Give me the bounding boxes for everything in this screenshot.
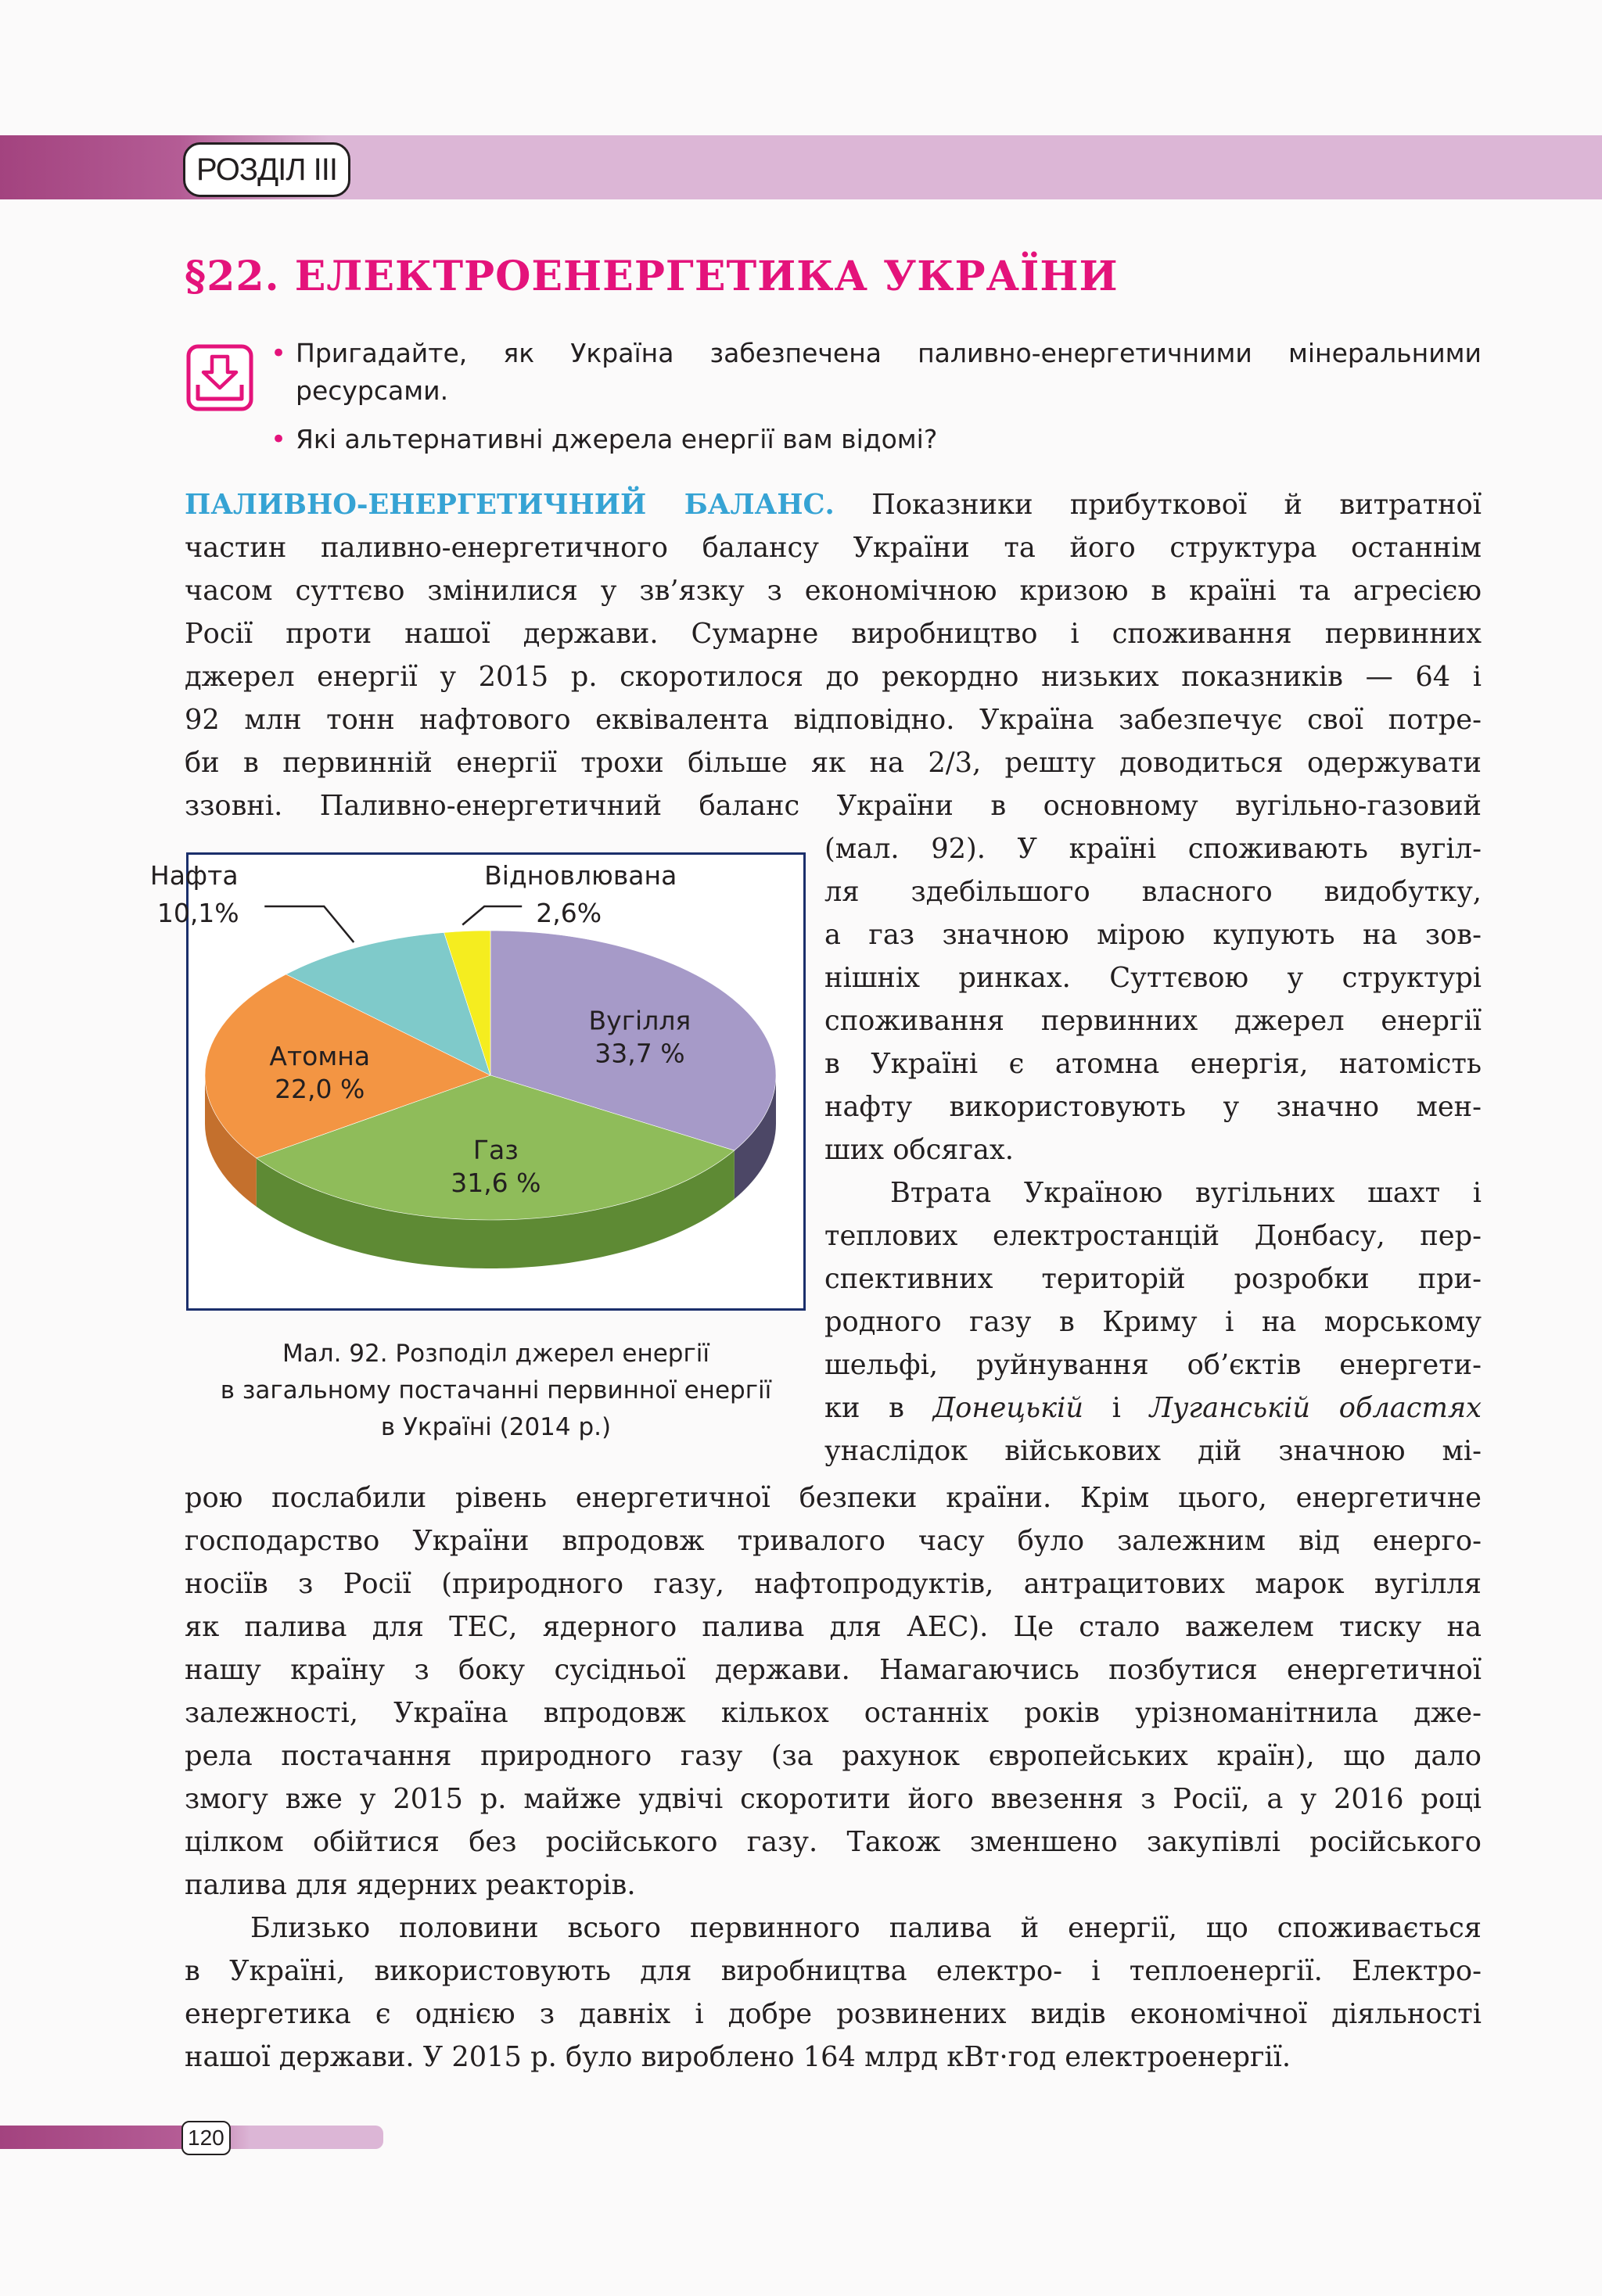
text-run: і [1083,1392,1150,1424]
text-line: родного газу в Криму і на морському [824,1306,1482,1338]
text-line: ших обсягах. [824,1134,1014,1166]
download-tray-icon [186,344,253,411]
caption-line: Мал. 92. Розподіл джерел енергії [282,1340,709,1368]
text-line: ззовні. Паливно-енергетичний баланс України в основному вугільно-газовий [185,790,1482,822]
text-line: цілком обійтися без російського газу. Також зменшено закупівлі російського [185,1826,1482,1858]
text-line: теплових електростанцій Донбасу, пер- [824,1220,1482,1252]
pie-callout-line [264,906,354,942]
text-line: рою послабили рівень енергетичної безпеки країни. Крім цього, енергетичне [185,1482,1482,1514]
text-line: Близько половини всього первинного палива й енергії, що споживається [250,1912,1482,1944]
text-line: залежності, Україна впродовж кількох останніх років урізноманітнила дже- [185,1697,1482,1729]
pie-label: Вугілля [588,1005,691,1036]
text-line: в Україні, використовують для виробництва електро- і теплоенергії. Електро- [185,1955,1482,1987]
text-line: (мал. 92). У країні споживають вугіл- [824,833,1482,865]
text-line: джерел енергії у 2015 р. скоротилося до рекордно низьких показників — 64 і [185,661,1482,693]
text-line: спективних територій розробки при- [824,1263,1482,1295]
region-name: Луганській областях [1149,1392,1482,1424]
caption-line: в Україні (2014 р.) [380,1413,612,1441]
text-line: ля здебільшого власного видобутку, [824,876,1482,908]
recall-questions [271,335,1482,469]
caption-line: в загальному постачанні первинної енергії [220,1376,772,1405]
page-title: §22. ЕЛЕКТРОЕНЕРГЕТИКА УКРАЇНИ [185,253,1119,300]
text-line: Росії проти нашої держави. Сумарне виробництво і споживання первинних [185,618,1482,650]
text-line: нафту використовують у значно мен- [824,1091,1482,1123]
text-line: рела постачання природного газу (за рахунок європейських країн), що дало [185,1740,1482,1772]
paragraph-heading: ПАЛИВНО-ЕНЕРГЕТИЧНИЙ БАЛАНС. [185,489,835,521]
recall-question: • Які альтернативні джерела енергії вам відомі? [271,421,1482,458]
text-line: часом суттєво змінилися у зв’язку з економічною кризою в країні та агресією [185,575,1482,607]
pie-label: 33,7 % [594,1038,685,1069]
text-line: нашу країну з боку сусідньої держави. Намагаючись позбутися енергетичної [185,1654,1482,1686]
pie-label: Газ [472,1134,519,1165]
text-line: палива для ядерних реакторів. [185,1869,636,1901]
recall-question: • Пригадайте, як Україна забезпечена паливно-енергетичними мінеральними ресурсами. [271,335,1482,410]
paragraph-side [824,827,1482,1473]
text-line: змогу вже у 2015 р. майже удвічі скоротити його ввезення з Росії, а у 2016 році [185,1783,1482,1815]
paragraph-top [185,483,1482,827]
text-line: частин паливно-енергетичного балансу України та його структура останнім [185,532,1482,564]
text-line [185,483,1482,526]
text-line [824,1387,1482,1430]
text-line: а газ значною мірою купують на зов- [824,919,1482,951]
text-line: нішніх ринках. Суттєвою у структурі [824,962,1482,994]
pie-callout-line [462,906,522,925]
text-run: Показники прибуткової й витратної [834,489,1482,521]
region-name: Донецькій [932,1392,1084,1424]
pie-chart-figure [149,852,806,1311]
text-line: споживання первинних джерел енергії [824,1005,1482,1037]
text-run: ки в [824,1392,933,1424]
text-line: господарство України впродовж тривалого часу було залежним від енерго- [185,1525,1482,1557]
text-line: би в первинній енергії трохи більше як на 2/3, решту доводиться одержувати [185,747,1482,779]
paragraph-bottom [185,1476,1482,2079]
page-number: 120 [181,2121,231,2155]
pie-chart [149,855,803,1308]
text-line: Втрата Україною вугільних шахт і [890,1177,1482,1209]
text-line: в Україні є атомна енергія, натомість [824,1048,1482,1080]
text-line: нашої держави. У 2015 р. було вироблено 164 млрд кВт·год електроенергії. [185,2041,1291,2073]
pie-label: Атомна [269,1040,371,1071]
text-line: шельфі, руйнування об’єктів енергети- [824,1349,1482,1381]
pie-label: 22,0 % [275,1073,365,1104]
pie-label: Нафта [149,860,239,891]
section-label: РОЗДІЛ III [183,142,350,197]
text-line: енергетика є однією з давніх і добре розвинених видів економічної діяльності [185,1998,1482,2030]
pie-label: Відновлювана [484,860,677,891]
text-line: 92 млн тонн нафтового еквівалента відповідно. Україна забезпечує свої потре- [185,704,1482,736]
pie-label: 2,6% [536,898,602,928]
figure-caption [186,1336,806,1446]
text-line: носіїв з Росії (природного газу, нафтопродуктів, антрацитових марок вугілля [185,1568,1482,1600]
pie-label: 31,6 % [451,1167,541,1198]
pie-label: 10,1% [156,898,239,928]
text-line: унаслідок військових дій значною мі- [824,1435,1482,1467]
text-line: як палива для ТЕС, ядерного палива для АЕС). Це стало важелем тиску на [185,1611,1482,1643]
